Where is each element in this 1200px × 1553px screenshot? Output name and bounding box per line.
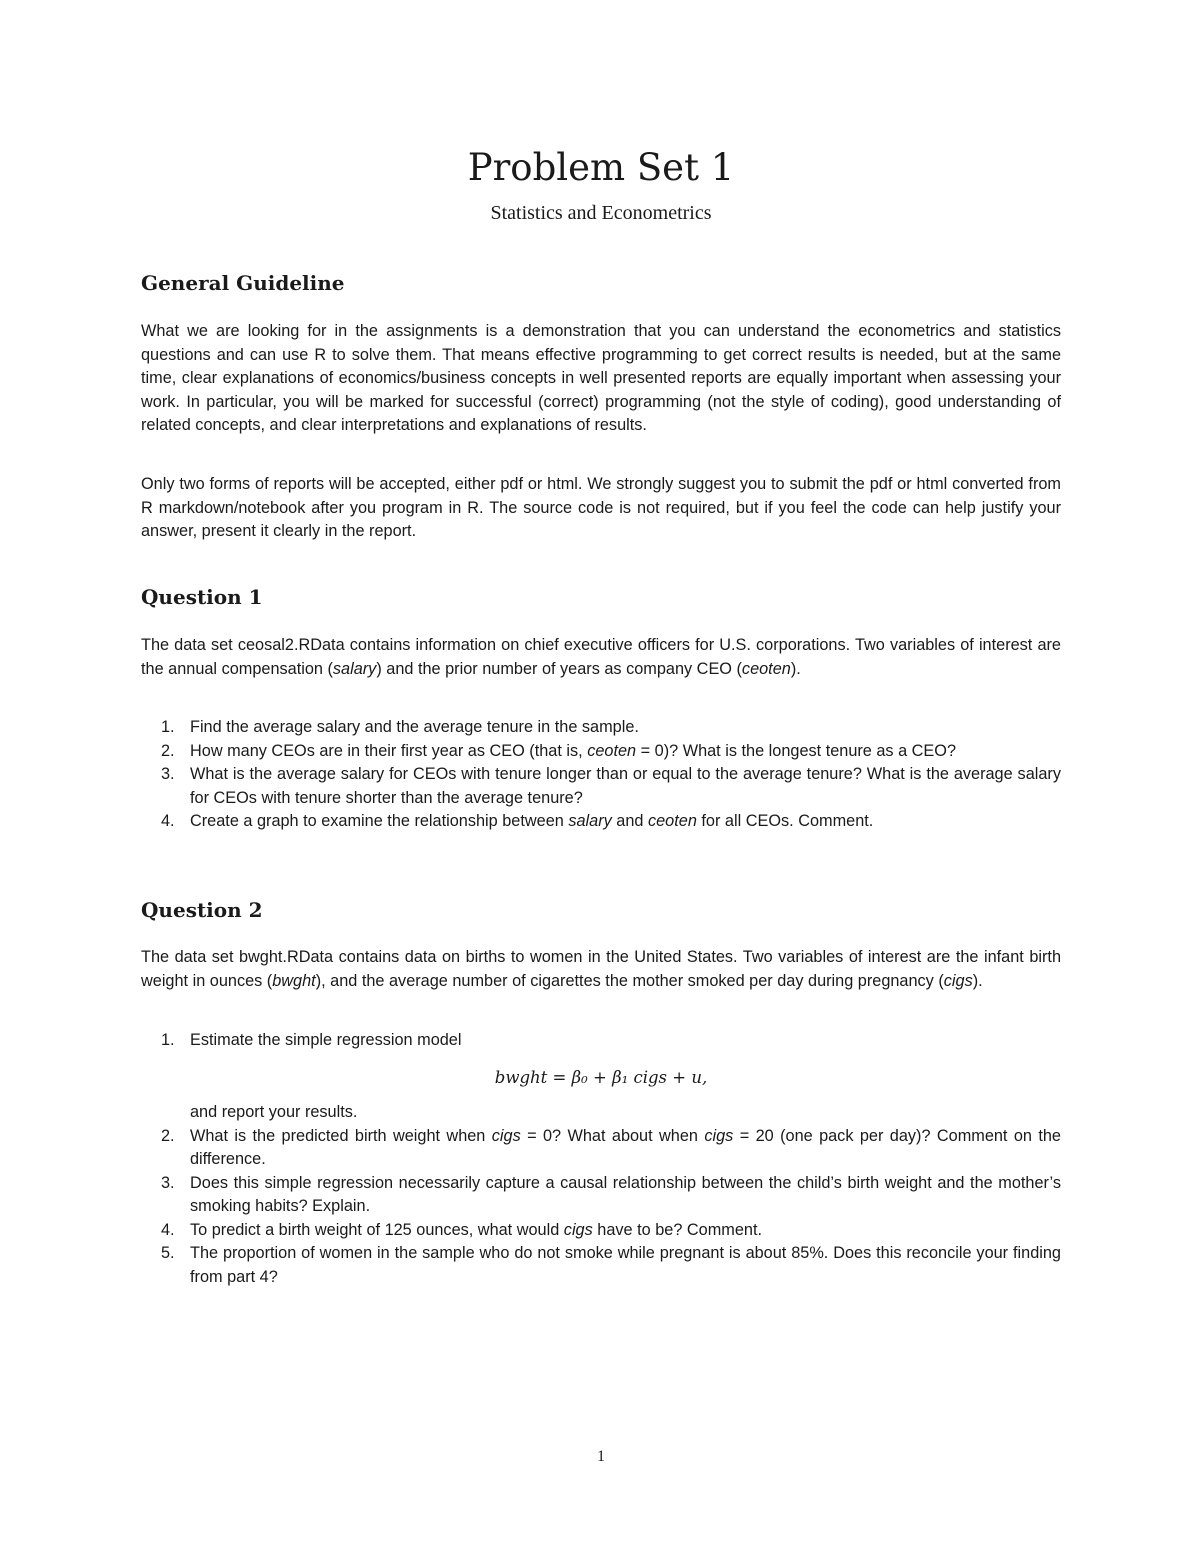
question-2-list (141, 1029, 1061, 1289)
list-item: 3. What is the average salary for CEOs with tenure longer than or equal to the average tenure? What is the average salary for CEOs with tenure shorter than the average tenure? (161, 765, 1061, 807)
list-item: 4. To predict a birth weight of 125 ounces, what would cigs have to be? Comment. (161, 1220, 763, 1239)
list-item: 1. Estimate the simple regression model bwght = β₀ + β₁ cigs + u, and report your results. (141, 1029, 1061, 1125)
var-ceoten: ceoten (741, 659, 791, 678)
section-heading-question-1: Question 1 (141, 585, 263, 609)
list-item: 3. Does this simple regression necessarily capture a causal relationship between the child’s birth weight and the mother’s smoking habits? Explain. (161, 1173, 1061, 1215)
regression-equation: bwght = β₀ + β₁ cigs + u, (494, 1067, 708, 1087)
var-cigs: cigs (943, 971, 973, 990)
question-2-intro: The data set bwght.RData contains data on births to women in the United States. Two variables of interest are the infant birth weight in ounces (bwght), and the average number of cigarettes the mother smoked per day during pregnancy (cigs). (141, 948, 1061, 990)
guideline-paragraph-1: What we are looking for in the assignments is a demonstration that you can understand the econometrics and statistics questions and can use R to solve them. That means effective programming to get correct results is needed, but at the same time, clear explanations of economics/business concepts in well presented reports are equally important when assessing your work. In particular, you will be marked for successful (correct) programming (not the style of coding), good understanding of related concepts, and clear interpretations and explanations of results. (141, 322, 1061, 434)
section-heading-guideline: General Guideline (141, 271, 345, 295)
page-subtitle: Statistics and Econometrics (490, 202, 712, 224)
guideline-paragraph-2: Only two forms of reports will be accepted, either pdf or html. We strongly suggest you to submit the pdf or html converted from R markdown/notebook after you program in R. The source code is not required, but if you feel the code can help justify your answer, present it clearly in the report. (141, 475, 1061, 540)
list-item: 2. What is the predicted birth weight when cigs = 0? What about when cigs = 20 (one pack per day)? Comment on the difference. (161, 1126, 1061, 1168)
question-1-intro: The data set ceosal2.RData contains information on chief executive officers for U.S. corporations. Two variables of interest are the annual compensation (salary) and the prior number of years as company CEO (ceoten). (141, 636, 1061, 678)
list-item: 2. How many CEOs are in their first year as CEO (that is, ceoten = 0)? What is the longest tenure as a CEO? (161, 741, 957, 760)
question-1-list (141, 716, 1061, 834)
var-salary: salary (332, 659, 377, 678)
list-item: 4. Create a graph to examine the relationship between salary and ceoten for all CEOs. Comment. (161, 812, 874, 830)
page-title: Problem Set 1 (467, 146, 735, 189)
list-item: 1. Find the average salary and the average tenure in the sample. (161, 718, 639, 736)
var-bwght: bwght (272, 971, 316, 990)
list-item: 5. The proportion of women in the sample who do not smoke while pregnant is about 85%. Does this reconcile your finding from part 4? (161, 1244, 1061, 1286)
page-number: 1 (597, 1448, 605, 1465)
section-heading-question-2: Question 2 (141, 898, 263, 922)
